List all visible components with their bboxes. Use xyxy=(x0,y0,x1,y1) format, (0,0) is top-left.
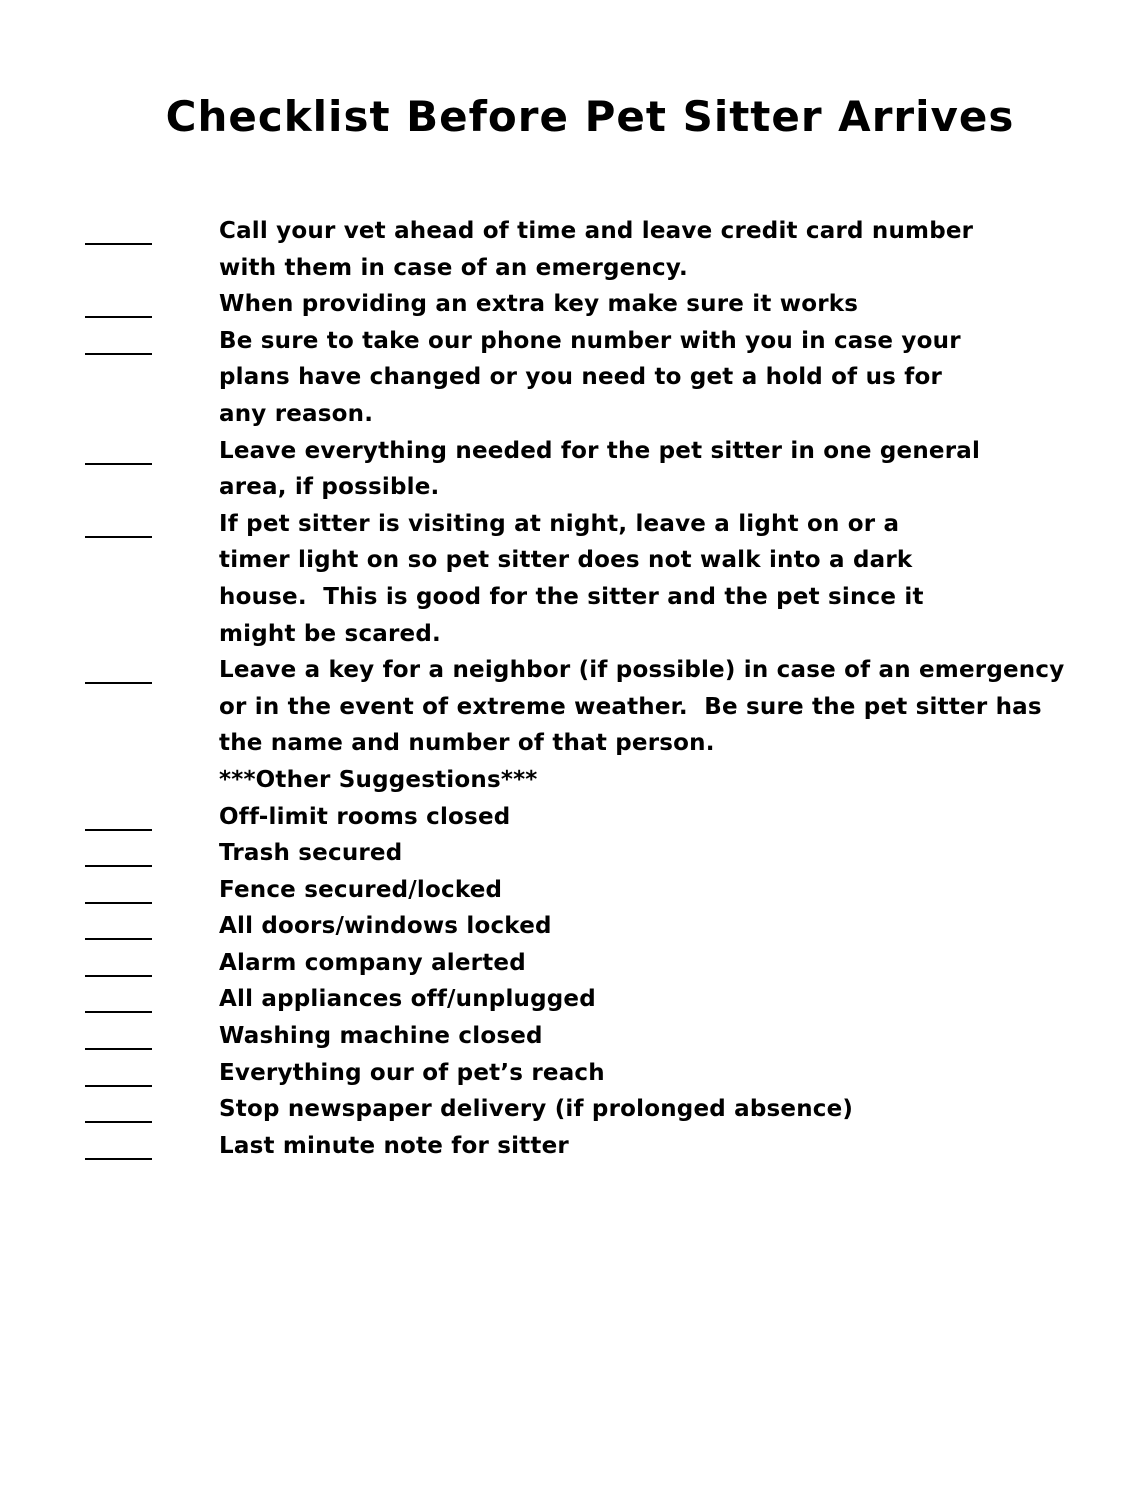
other-suggestions-heading: ***Other Suggestions*** xyxy=(219,766,538,793)
checklist-item xyxy=(0,981,1148,1018)
checklist-item-text: Fence secured/locked xyxy=(219,876,503,903)
checklist-item xyxy=(0,835,1148,872)
checklist-item-text: Last minute note for sitter xyxy=(219,1132,569,1159)
checklist-item-text: All doors/windows locked xyxy=(219,913,552,940)
checklist-item xyxy=(0,872,1148,909)
checklist-item xyxy=(0,433,1148,506)
checklist-item-text: Washing machine closed xyxy=(219,1023,543,1050)
checklist-item-text: Be sure to take our phone number with you in case your plans have changed or you need to get a hold of us for any reason. xyxy=(219,327,961,427)
checklist-item-text: Off-limit rooms closed xyxy=(219,803,511,830)
checklist-item xyxy=(0,323,1148,433)
checklist-item xyxy=(0,652,1148,762)
checkbox-blank-line[interactable] xyxy=(85,975,152,977)
checklist-item-text: If pet sitter is visiting at night, leave a light on or a timer light on so pet sitter does not walk into a dark house. This is good for the sitter and the pet since it might be scared. xyxy=(219,510,924,647)
checklist-item xyxy=(0,1055,1148,1092)
checklist-item-text: All appliances off/unplugged xyxy=(219,986,596,1013)
checkbox-blank-line[interactable] xyxy=(85,902,152,904)
checklist-item-text: When providing an extra key make sure it works xyxy=(219,291,859,318)
checkbox-blank-line[interactable] xyxy=(85,536,152,538)
checkbox-blank-line[interactable] xyxy=(85,1121,152,1123)
checkbox-blank-line[interactable] xyxy=(85,316,152,318)
checklist-item xyxy=(0,1018,1148,1055)
checklist-item-text: Stop newspaper delivery (if prolonged absence) xyxy=(219,1096,854,1123)
checkbox-blank-line[interactable] xyxy=(85,1048,152,1050)
checkbox-blank-line[interactable] xyxy=(85,682,152,684)
checklist xyxy=(0,213,1148,1164)
checkbox-blank-line[interactable] xyxy=(85,829,152,831)
checklist-item xyxy=(0,286,1148,323)
checkbox-blank-line[interactable] xyxy=(85,938,152,940)
checklist-item-text: Alarm company alerted xyxy=(219,949,526,976)
checkbox-blank-line[interactable] xyxy=(85,1158,152,1160)
checkbox-blank-line[interactable] xyxy=(85,1011,152,1013)
checklist-item xyxy=(0,506,1148,652)
checklist-item xyxy=(0,213,1148,286)
checkbox-blank-line[interactable] xyxy=(85,243,152,245)
checklist-item-text: Trash secured xyxy=(219,840,403,867)
checkbox-blank-line[interactable] xyxy=(85,1085,152,1087)
checklist-item-text: Call your vet ahead of time and leave credit card number with them in case of an emergency. xyxy=(219,218,974,281)
checkbox-blank-line[interactable] xyxy=(85,463,152,465)
checklist-item xyxy=(0,945,1148,982)
checkbox-blank-line[interactable] xyxy=(85,353,152,355)
checklist-item xyxy=(0,908,1148,945)
checkbox-blank-line[interactable] xyxy=(85,865,152,867)
checklist-item xyxy=(0,1128,1148,1165)
checklist-item xyxy=(0,799,1148,836)
checklist-item-text: Leave everything needed for the pet sitter in one general area, if possible. xyxy=(219,437,981,501)
page-title: Checklist Before Pet Sitter Arrives xyxy=(165,92,1015,141)
checklist-item-text: Leave a key for a neighbor (if possible) in case of an emergency or in the event of extreme weather. Be sure the pet sitter has the name and number of that person. xyxy=(219,657,1065,757)
checklist-item-text: Everything our of pet’s reach xyxy=(219,1059,605,1086)
checklist-item xyxy=(0,1091,1148,1128)
